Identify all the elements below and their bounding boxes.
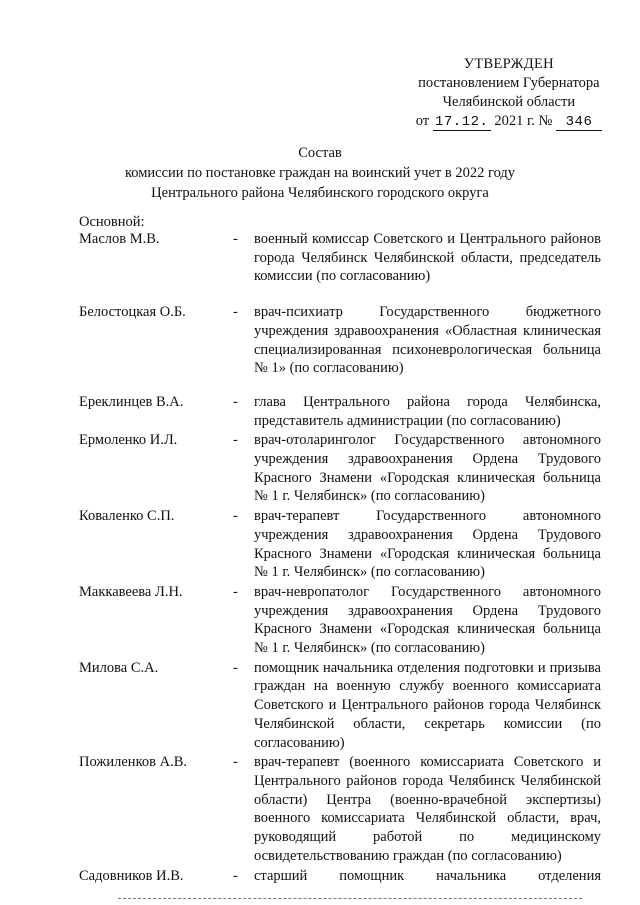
document-title [0,143,640,203]
approval-prefix: от [415,113,430,129]
member-dash: - [233,867,238,884]
member-description: врач-отоларинголог Государственного автономного учреждения здравоохранения Ордена Трудового Красного Знамени «Городская клиническая больница № 1 г. Челябинск» (по согласованию) [254,432,601,505]
member-row [0,303,640,378]
member-name: Ермоленко И.Л. [79,432,178,449]
member-name: Ереклинцев В.А. [79,393,184,410]
member-dash: - [233,393,238,410]
approval-number: 346 [556,115,602,131]
page-bottom-rule [118,898,582,899]
member-row [0,230,640,286]
member-name: Пожиленков А.В. [79,754,187,771]
approval-line-2: Челябинской области [442,94,576,110]
approval-heading: УТВЕРЖДЕН [463,56,554,72]
member-description: врач-невропатолог Государственного автономного учреждения здравоохранения Ордена Трудового Красного Знамени «Городская клиническая больница № 1 г. Челябинск» (по согласованию) [254,583,601,657]
approval-line-1: постановлением Губернатора [418,75,600,91]
member-name: Милова С.А. [79,659,159,676]
section-label: Основной: [79,214,145,230]
member-dash: - [233,508,238,525]
member-row [0,753,640,865]
member-dash: - [233,583,238,600]
member-description: врач-терапевт (военного комиссариата Советского и Центрального районов города Челябинск Челябинской области) Центра (военно-врачебной экспертизы) военного комиссариата Челябинской области, врач, руководящий работой по медицинскому освидетельствованию граждан (по согласованию) [254,754,601,864]
member-name: Маккавеева Л.Н. [79,583,183,600]
member-row [0,393,640,430]
member-description: врач-психиатр Государственного бюджетного учреждения здравоохранения «Областная клиническая специализированная психоневрологическая больница № 1» (по согласованию) [254,304,601,377]
title-line-1: Состав [298,145,342,161]
approval-date-line [416,112,602,131]
member-row [0,507,640,582]
member-row [0,659,640,753]
member-name: Белостоцкая О.Б. [79,304,186,321]
member-row [0,431,640,506]
member-description: военный комиссар Советского и Центрального районов города Челябинск Челябинской области, председатель комиссии (по согласованию) [254,231,601,285]
member-name: Маслов М.В. [79,231,160,247]
member-description: помощник начальника отделения подготовки и призыва граждан на военную службу военного комиссариата Советского и Центрального районов города Челябинск Челябинской области, секретарь комиссии (по согласованию) [254,659,601,751]
member-dash: - [233,304,238,321]
approval-date: 17.12. [433,115,491,131]
member-dash: - [233,754,238,771]
member-description: врач-терапевт Государственного автономного учреждения здравоохранения Ордена Трудового Красного Знамени «Городская клиническая больница № 1 г. Челябинск» (по согласованию) [254,508,601,581]
approval-number-sign: № [538,113,553,129]
title-line-3: Центрального района Челябинского городского округа [151,185,489,201]
member-name: Коваленко С.П. [79,508,175,525]
members-list [0,230,640,886]
approval-block [416,55,602,131]
member-name: Садовников И.В. [79,867,184,884]
approval-year: 2021 г. [494,113,535,129]
member-dash: - [233,432,238,449]
member-dash: - [233,659,238,676]
member-row [0,583,640,658]
member-dash: - [233,231,238,247]
title-line-2: комиссии по постановке граждан на воинский учет в 2022 году [124,165,516,181]
member-description: старший помощник начальника отделения [254,867,601,884]
member-row [0,867,640,886]
member-description: глава Центрального района города Челябинска, представитель администрации (по согласованию) [254,393,601,429]
